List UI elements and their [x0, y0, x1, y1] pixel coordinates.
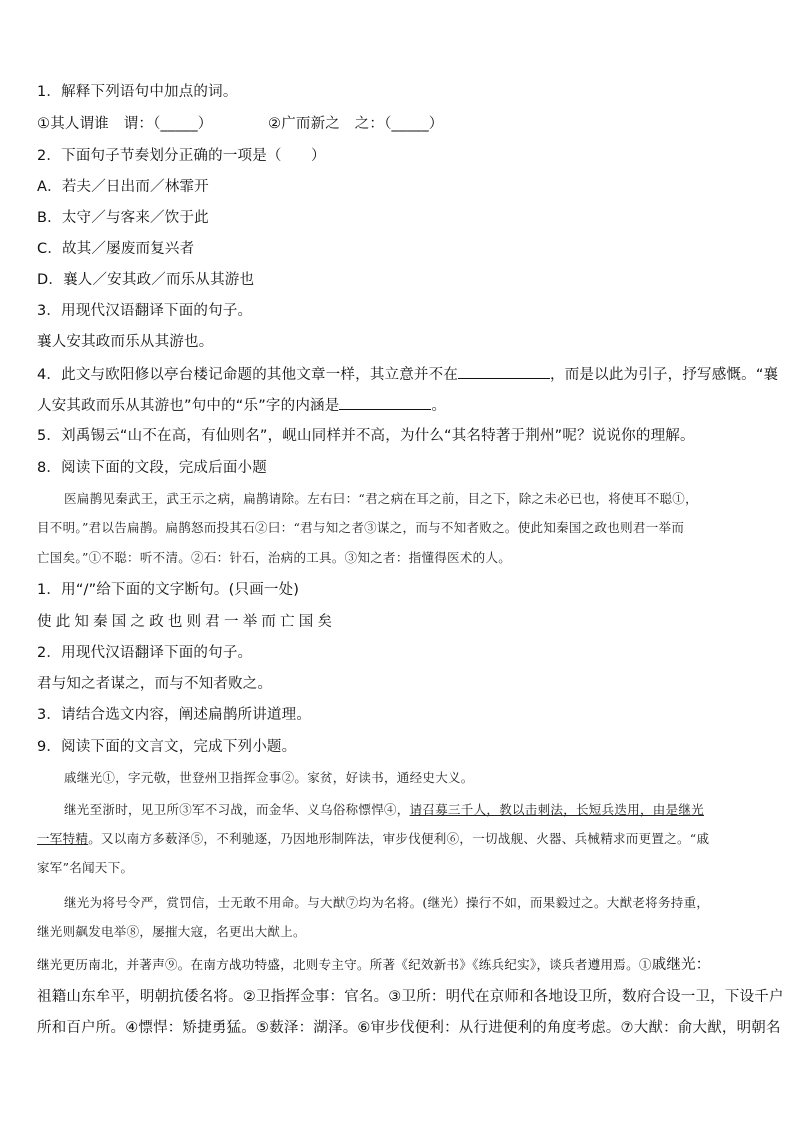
passage-9-para-1: 戚继光①，字元敬，世登州卫指挥佥事②。家贫，好读书，通经史大义。 — [64, 770, 474, 785]
q4-answer-blank-1[interactable] — [458, 364, 550, 379]
passage-9-text: 继光更历南北，并著声⑨。在南方战功特盛，北则专主守。所著《纪效新书》《练兵纪实》，谈兵者遵用焉。① — [37, 957, 652, 972]
passage-9-para-4-line-1 — [37, 955, 711, 975]
passage-9-para-3-line-2: 继光则飙发电举⑧，屡摧大寇，名更出大猷上。 — [37, 924, 306, 939]
q4-line-2 — [37, 395, 446, 416]
underlined-sentence: 请召募三千人，教以击刺法，长短兵迭用，由是继光 — [409, 802, 705, 817]
passage-9-para-3-line-1: 继光为将号令严，赏罚信，士无敢不用命。与大猷⑦均为名将。(继光）操行不如，而果毅过之。大猷老将务持重， — [64, 895, 710, 910]
passage-8-line-1: 医扁鹊见秦武王，武王示之病，扁鹊请除。左右曰：“君之病在耳之前，目之下，除之未必已也，将使耳不聪①， — [64, 491, 698, 506]
q4-text-b: ，而是以此为引子，抒写感慨。“襄 — [550, 367, 779, 383]
note-1-label: 戚继光： — [651, 957, 711, 973]
q8-sub2-sentence: 君与知之者谋之，而与不知者败之。 — [37, 676, 273, 692]
q2-stem: 2．下面句子节奏划分正确的一项是（ ） — [37, 148, 326, 164]
q4-text-a: 4．此文与欧阳修以亭台楼记命题的其他文章一样，其立意并不在 — [37, 367, 459, 383]
q5-stem: 5．刘禹锡云“山不在高，有仙则名”，岘山同样并不高，为什么“其名特著于荆州”呢？说说你的理解。 — [37, 428, 695, 444]
q8-sub2-stem: 2．用现代汉语翻译下面的句子。 — [37, 645, 253, 661]
q8-sub1-sentence: 使此知秦国之政也则君一举而亡国矣 — [37, 614, 337, 630]
q8-sub3-stem: 3．请结合选文内容，阐述扁鹊所讲道理。 — [37, 707, 312, 723]
q3-sentence: 襄人安其政而乐从其游也。 — [37, 334, 214, 350]
q1-item-1: ①其人谓谁 谓：（_____） — [37, 116, 213, 132]
q3-stem: 3．用现代汉语翻译下面的句子。 — [37, 303, 253, 319]
passage-8-line-3: 亡国矣。”①不聪：听不清。②石：针石，治病的工具。③知之者：指懂得医术的人。 — [37, 550, 512, 565]
passage-9-para-2-line-3: 家军”名闻天下。 — [37, 860, 134, 875]
passage-8-line-2: 目不明。”君以告扁鹊。扁鹊怒而投其石②曰：“君与知之者③谋之，而与不知者败之。使此知秦国之政也则君一举而 — [37, 520, 685, 535]
passage-9-text: 继光至浙时，见卫所③军不习战，而金华、义乌俗称慓悍④， — [64, 802, 410, 817]
notes-line-1: 祖籍山东牟平，明朝抗倭名将。②卫指挥佥事：官名。③卫所：明代在京师和各地设卫所，数府合设一卫，下设千户 — [37, 989, 784, 1005]
underlined-sentence-end: 一军特精 — [37, 831, 89, 846]
passage-9-text: 。又以南方多薮泽⑤，不利驰逐，乃因地形制阵法，审步伐便利⑥，一切战舰、火器、兵械精求而更置之。“戚 — [88, 831, 710, 846]
notes-line-2: 所和百户所。④慓悍：矫捷勇猛。⑤薮泽：湖泽。⑥审步伐便利：从行进便利的角度考虑。⑦大猷：俞大猷，明朝名 — [37, 1020, 781, 1036]
q8-sub1-stem: 1．用“/”给下面的文字断句。(只画一处) — [37, 582, 300, 598]
passage-9-para-2-line-1 — [64, 801, 704, 819]
q4-line-1 — [37, 364, 778, 385]
q2-option-a: A．若夫／日出而／林霏开 — [37, 179, 209, 195]
q4-text-d: 。 — [431, 398, 447, 414]
q8-instruction: 8．阅读下面的文段，完成后面小题 — [37, 460, 267, 476]
q4-answer-blank-2[interactable] — [339, 395, 431, 410]
q2-option-d: D．襄人／安其政／而乐从其游也 — [37, 272, 255, 288]
q9-instruction: 9．阅读下面的文言文，完成下列小题。 — [37, 739, 297, 755]
q4-text-c: 人安其政而乐从其游也”句中的“乐”字的内涵是 — [37, 398, 340, 414]
passage-9-para-2-line-2 — [37, 830, 709, 848]
q2-option-b: B．太守／与客来／饮于此 — [37, 210, 209, 226]
q1-instruction: 1．解释下列语句中加点的词。 — [37, 84, 238, 100]
q2-option-c: C．故其／屡废而复兴者 — [37, 241, 195, 257]
q1-item-2: ②广而新之 之：（_____） — [268, 116, 444, 132]
